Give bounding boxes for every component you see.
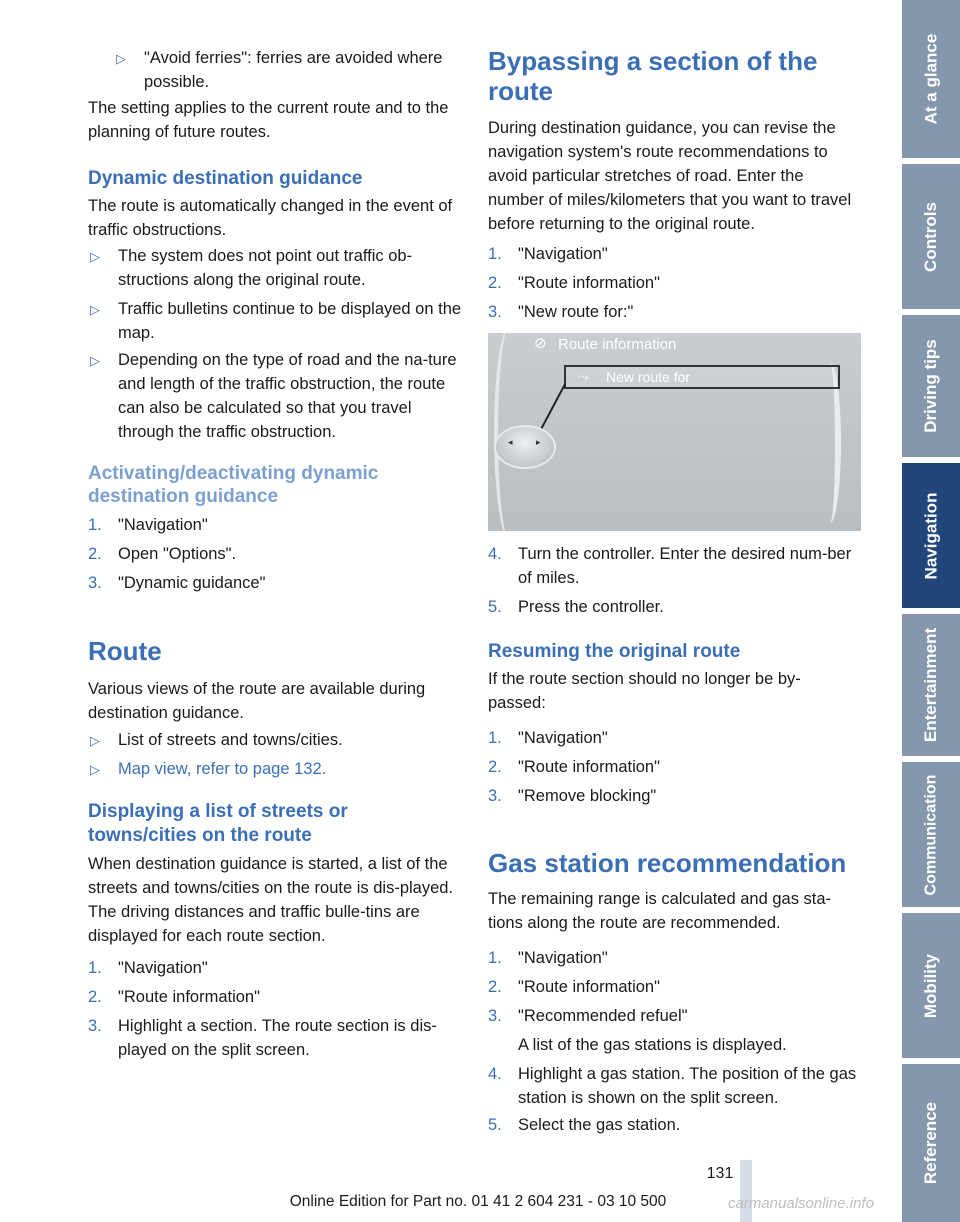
chapter-heading: Bypassing a section of the route — [488, 46, 818, 106]
list-item: 5. Select the gas station. — [488, 1116, 681, 1134]
list-item: 5. Press the controller. — [488, 598, 664, 616]
tab-navigation[interactable]: Navigation — [902, 463, 960, 608]
list-item[interactable] — [88, 757, 463, 781]
step-note: A list of the gas stations is displayed. — [518, 1036, 787, 1054]
list-item: ▷ "Avoid ferries": ferries are avoided where possible. — [116, 49, 443, 91]
list-item: ▷ List of streets and towns/cities. — [88, 728, 463, 752]
tab-controls[interactable]: Controls — [902, 164, 960, 309]
bullet-triangle-icon: ▷ — [116, 51, 126, 66]
list-item: 2. Open "Options". — [88, 545, 237, 563]
screen-menu-item-new-route: ⤳ New route for — [564, 365, 840, 389]
chapter-heading: Route — [88, 636, 162, 666]
tab-communication[interactable]: Communication — [902, 762, 960, 907]
tab-mobility[interactable]: Mobility — [902, 913, 960, 1058]
bullet-triangle-icon: ▷ — [90, 733, 100, 748]
list-item: 1. "Navigation" — [488, 245, 608, 263]
tab-reference[interactable]: Reference — [902, 1064, 960, 1222]
paragraph: Various views of the route are available during destination guidance. — [88, 680, 426, 722]
list-item: 3. Highlight a section. The route section is dis-played on the split screen. — [88, 1017, 437, 1059]
bullet-triangle-icon: ▷ — [90, 249, 100, 264]
bullet-triangle-icon: ▷ — [90, 762, 100, 777]
list-item: 1. "Navigation" — [88, 959, 208, 977]
screen-header: ⊘ Route information — [534, 335, 677, 353]
list-item: ▷ Traffic bulletins continue to be displayed on the map. — [90, 300, 462, 342]
section-heading: Resuming the original route — [488, 641, 741, 662]
tab-at-a-glance[interactable]: At a glance — [902, 0, 960, 158]
list-item: ▷ The system does not point out traffic ob-structions along the original route. — [90, 247, 413, 289]
paragraph: If the route section should no longer be by-passed: — [488, 670, 801, 712]
section-heading: Dynamic destination guidance — [88, 168, 363, 189]
list-item: 3. "Recommended refuel" — [488, 1007, 688, 1025]
controller-knob — [494, 425, 556, 469]
list-item: 3. "Remove blocking" — [488, 787, 657, 805]
list-item: 2. "Route information" — [88, 988, 260, 1006]
footer-marker — [740, 1160, 752, 1222]
page-reference-link[interactable]: Map view, refer to page 132. — [118, 760, 327, 778]
list-item: 2. "Route information" — [488, 978, 660, 996]
idrive-screen-illustration — [488, 333, 861, 531]
section-heading: Displaying a list of streets or towns/cities on the route — [88, 801, 348, 846]
route-info-icon: ⊘ — [534, 335, 547, 352]
watermark: carmanualsonline.info — [728, 1195, 874, 1212]
list-item: 1. "Navigation" — [488, 729, 608, 747]
paragraph: The setting applies to the current route and to the planning of future routes. — [88, 99, 449, 141]
list-item: 1. "Navigation" — [88, 516, 208, 534]
bullet-triangle-icon: ▷ — [90, 353, 100, 368]
page-number: 131 — [706, 1165, 734, 1182]
list-item: ▷ Depending on the type of road and the na-ture and length of the traffic obstruction, the route can also be calculated so that you travel through the traffic obstruction. — [90, 351, 457, 441]
paragraph: The route is automatically changed in the event of traffic obstructions. — [88, 197, 453, 239]
tab-entertainment[interactable]: Entertainment — [902, 614, 960, 756]
chapter-heading: Gas station recommendation — [488, 848, 847, 878]
list-item: 2. "Route information" — [488, 274, 660, 292]
online-edition-note: Online Edition for Part no. 01 41 2 604 231 - 03 10 500 — [289, 1193, 667, 1210]
list-item: 4. Highlight a gas station. The position of the gas station is shown on the split screen. — [488, 1065, 857, 1107]
bullet-triangle-icon: ▷ — [90, 302, 100, 317]
tab-driving-tips[interactable]: Driving tips — [902, 315, 960, 457]
list-item: 1. "Navigation" — [488, 949, 608, 967]
arrow-right-icon: ▸ — [536, 437, 541, 447]
section-heading: Activating/deactivating dynamic destination guidance — [88, 463, 379, 507]
list-item: 3. "Dynamic guidance" — [88, 574, 266, 592]
route-bypass-icon: ⤳ — [578, 369, 589, 384]
pointer-line — [540, 383, 566, 430]
paragraph: The remaining range is calculated and gas sta-tions along the route are recommended. — [488, 890, 832, 932]
list-item: 3. "New route for:" — [488, 303, 634, 321]
paragraph: During destination guidance, you can revise the navigation system's route recommendations to avoid particular stretches of road. Enter the number of miles/kilometers that you want to travel before returning to the original route. — [488, 119, 852, 233]
arrow-left-icon: ◂ — [508, 437, 513, 447]
list-item: 2. "Route information" — [488, 758, 660, 776]
paragraph: When destination guidance is started, a list of the streets and towns/cities on the route is dis-played. The driving distances and traffic bulle-tins are displayed for each route section. — [88, 855, 454, 945]
list-item: 4. Turn the controller. Enter the desired num-ber of miles. — [488, 545, 852, 587]
